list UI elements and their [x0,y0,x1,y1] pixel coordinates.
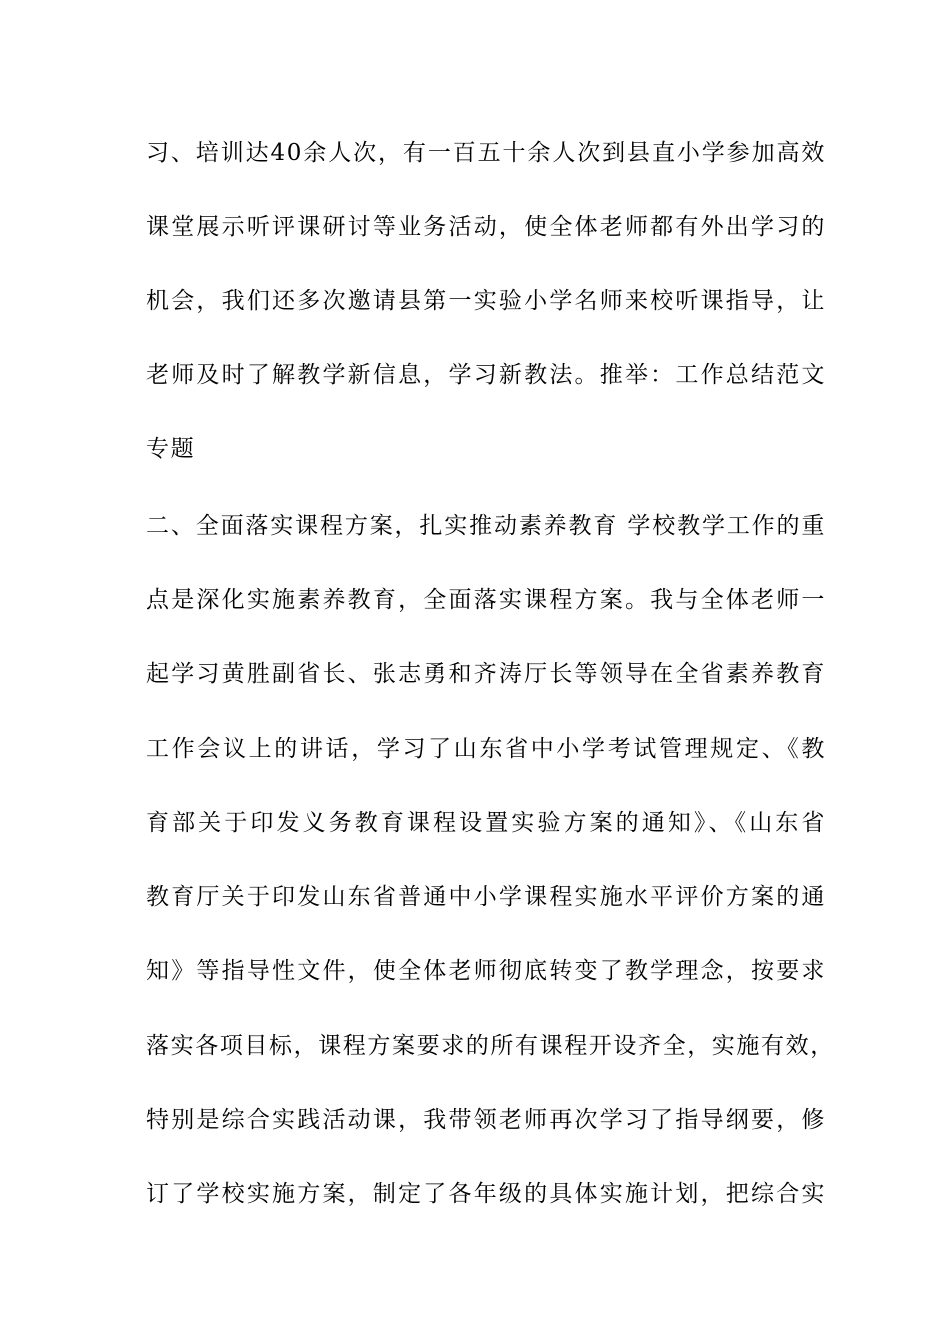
text-line: 专题 [146,436,196,462]
text-line: 特别是综合实践活动课，我带领老师再次学习了指导纲要，修 [146,1107,826,1133]
text-line: 订了学校实施方案，制定了各年级的具体实施计划，把综合实 [146,1181,826,1207]
text-line: 起学习黄胜副省长、张志勇和齐涛厅长等领导在全省素养教育 [146,661,826,687]
text-line: 落实各项目标，课程方案要求的所有课程开设齐全，实施有效， [146,1033,835,1059]
text-line: 教育厅关于印发山东省普通中小学课程实施水平评价方案的通 [146,884,826,910]
text-line: 点是深化实施素养教育，全面落实课程方案。我与全体老师一 [146,587,826,613]
text-line: 育部关于印发义务教育课程设置实验方案的通知》、《山东省 [146,810,826,836]
section-heading-line: 二、全面落实课程方案，扎实推动素养教育 学校教学工作的重 [146,513,826,539]
text-line: 习、培训达40余人次，有一百五十余人次到县直小学参加高效 [146,140,826,166]
text-line: 老师及时了解教学新信息，学习新教法。推举：工作总结范文 [146,362,826,388]
text-line: 知》等指导性文件，使全体老师彻底转变了教学理念，按要求 [146,958,826,984]
text-line: 课堂展示听评课研讨等业务活动，使全体老师都有外出学习的 [146,214,826,240]
text-line: 机会，我们还多次邀请县第一实验小学名师来校听课指导，让 [146,288,826,314]
text-line: 工作会议上的讲话，学习了山东省中小学考试管理规定、《教 [146,736,826,762]
